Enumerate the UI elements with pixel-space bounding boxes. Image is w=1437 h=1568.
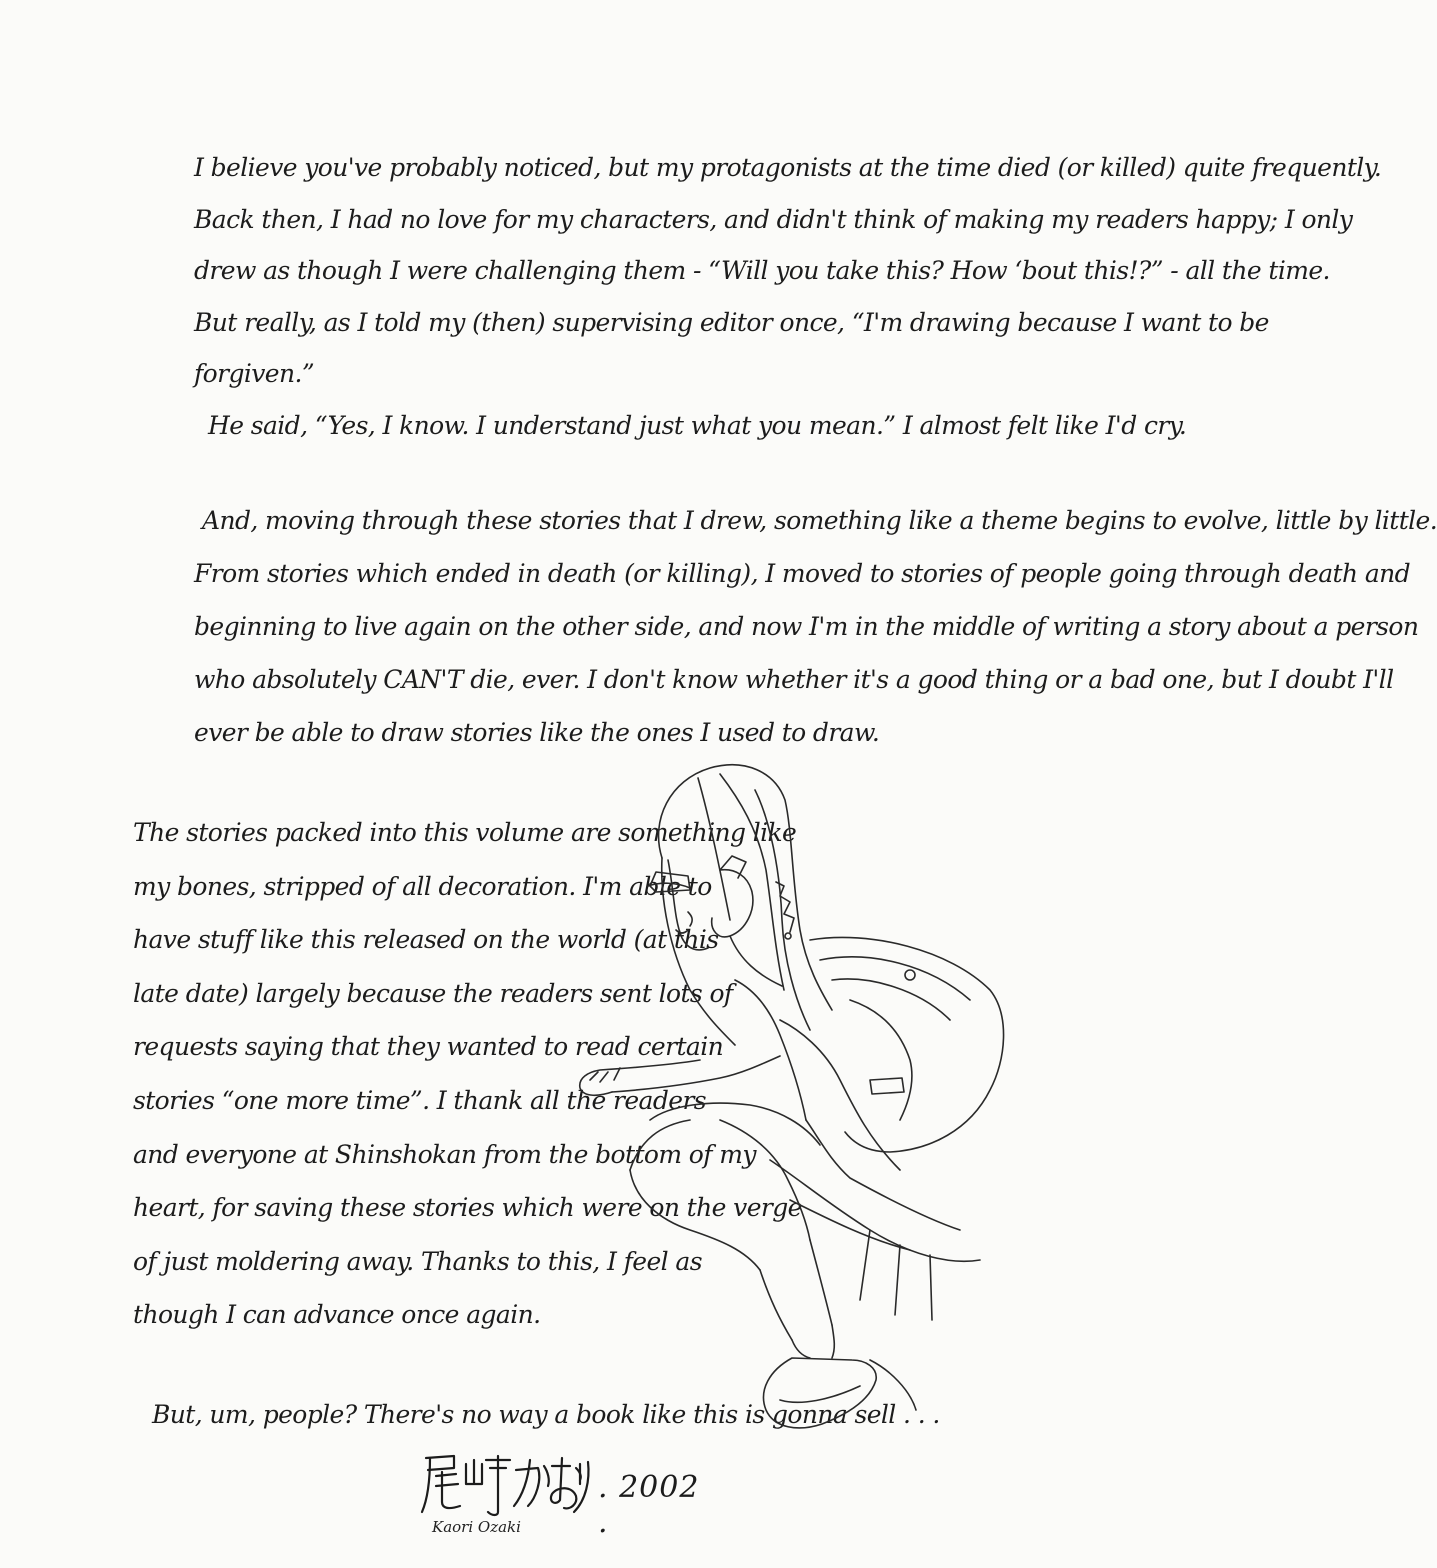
paragraph-1-line: I believe you've probably noticed, but my protagonists at the time died (or killed) quite frequently.: [194, 153, 1382, 182]
paragraph-2: [194, 494, 1437, 759]
paragraph-3-line: have stuff like this released on the world (at this: [133, 925, 719, 955]
paragraph-1-line: But really, as I told my (then) supervising editor once, “I'm drawing because I want to be: [194, 307, 1269, 337]
paragraph-2-line: ever be able to draw stories like the ones I used to draw.: [194, 718, 880, 747]
paragraph-3-line: heart, for saving these stories which were on the verge: [133, 1193, 802, 1223]
signature-year: . 2002 .: [598, 1470, 700, 1540]
paragraph-2-line: From stories which ended in death (or killing), I moved to stories of people going through death and: [194, 559, 1411, 588]
paragraph-3-line: stories “one more time”. I thank all the readers: [133, 1085, 707, 1115]
paragraph-3-line: requests saying that they wanted to read certain: [133, 1032, 724, 1062]
signature-romaji: Kaori Ozaki: [432, 1518, 521, 1536]
paragraph-1-line: Back then, I had no love for my characters, and didn't think of making my readers happy; I only: [194, 204, 1353, 234]
paragraph-2-line: And, moving through these stories that I drew, something like a theme begins to evolve, little by little.: [202, 506, 1437, 535]
paragraph-1: [194, 142, 1381, 451]
paragraph-1-line: He said, “Yes, I know. I understand just what you mean.” I almost felt like I'd cry.: [208, 410, 1187, 440]
author-signature: [420, 1450, 700, 1560]
paragraph-3-line: of just moldering away. Thanks to this, I feel as: [133, 1246, 702, 1276]
paragraph-2-line: who absolutely CAN'T die, ever. I don't know whether it's a good thing or a bad one, but I doubt I'll: [194, 665, 1394, 694]
closing-line: But, um, people? There's no way a book like this is gonna sell . . .: [152, 1400, 940, 1429]
crouching-girl-on-phone-sketch-icon: [570, 760, 1020, 1460]
paragraph-1-line: drew as though I were challenging them - “Will you take this? How ‘bout this!?” - all the time.: [194, 256, 1330, 285]
paragraph-3-line: my bones, stripped of all decoration. I'm able to: [133, 871, 712, 901]
paragraph-3-line: though I can advance once again.: [133, 1300, 541, 1330]
paragraph-3-line: and everyone at Shinshokan from the bottom of my: [133, 1139, 756, 1169]
paragraph-3-line: The stories packed into this volume are something like: [133, 818, 797, 847]
handwritten-signature-icon: [420, 1450, 590, 1520]
paragraph-3-line: late date) largely because the readers sent lots of: [133, 978, 733, 1008]
paragraph-2-line: beginning to live again on the other side, and now I'm in the middle of writing a story about a person: [194, 612, 1419, 641]
paragraph-1-line: forgiven.”: [194, 359, 315, 388]
